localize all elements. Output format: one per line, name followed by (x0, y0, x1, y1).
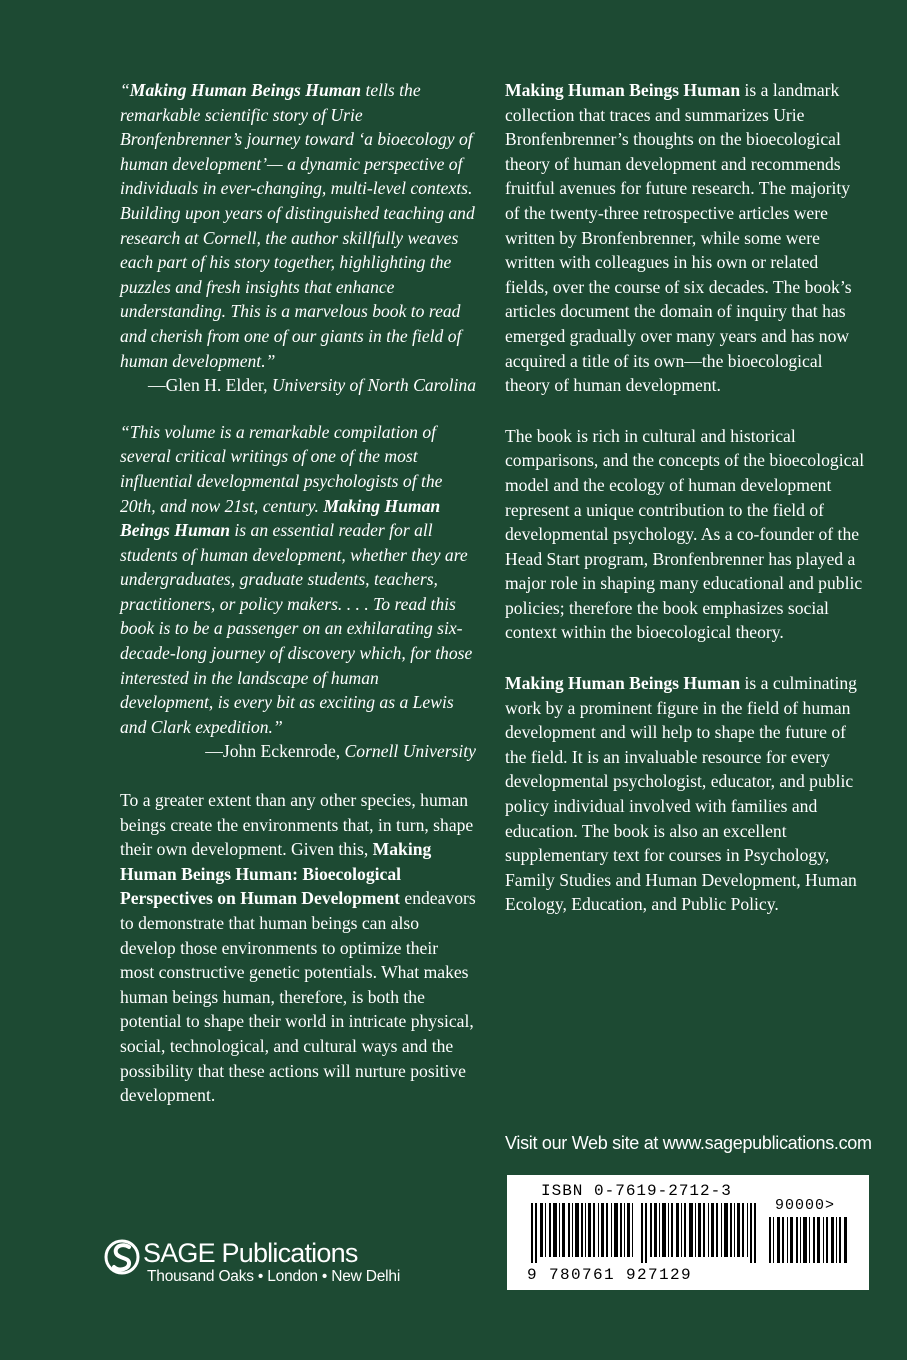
description-text: endeavors to demonstrate that human beings can also develop those environments to optimize their most constructive genetic potentials. What makes human beings human, therefore, is both the potential to shape their world in intricate physical, social, technological, and cultural ways and the possibility that these actions will nurture positive development. (120, 888, 476, 1106)
publisher-cities: Thousand Oaks • London • New Delhi (147, 1268, 401, 1285)
endorsement-eckenrode (120, 420, 476, 764)
endorsement-elder (120, 78, 476, 398)
open-quote: “ (120, 80, 130, 100)
paragraph-text: is a culminating work by a prominent figure in the field of human development and will help to shape the future of the field. It is an invaluable resource for every developmental psychologist, educator, and public policy individual involved with families and education. The book is also an excellent supplementary text for courses in Psychology, Family Studies and Human Development, Human Ecology, Education, and Public Policy. (505, 673, 857, 915)
endorsement-text: tells the remarkable scientific story of Urie Bronfenbrenner’s journey toward ‘a bioecology of human development’— a dynamic perspective of individuals in ever-changing, multi-level contexts. Building upon years of distinguished teaching and research at Cornell, the author skillfully weaves each part of his story together, highlighting the puzzles and fresh insights that enhance understanding. This is a marvelous book to read and cherish from one of our giants in the field of human development.” (120, 80, 475, 371)
isbn-barcode (507, 1175, 869, 1290)
endorser-name: —John Eckenrode, (205, 741, 345, 762)
book-title: Making Human Beings Human (505, 673, 741, 694)
book-title: Making Human Beings Human (505, 80, 741, 100)
addon-barcode-bars (769, 1217, 849, 1263)
sage-s-icon (103, 1236, 143, 1286)
summary-paragraph-1 (505, 78, 865, 398)
book-description (120, 788, 476, 1108)
barcode-digits: 9 780761 927129 (527, 1266, 693, 1284)
paragraph-text: The book is rich in cultural and historical comparisons, and the concepts of the bioecological model and the ecology of human development represent a unique contribution to the field of developmental psychology. As a co-founder of the Head Start program, Bronfenbrenner has played a major role in shaping many educational and public policies; therefore the book emphasizes social context within the bioecological theory. (505, 425, 865, 643)
book-title: Making Human Beings Human (129, 80, 362, 100)
summary-paragraph-3 (505, 671, 865, 917)
endorsement-text: is an essential reader for all students of human development, whether they are undergraduates, graduate students, teachers, practitioners, or policy makers. . . . To read this book is to be a passenger on an exhilarating six-decade-long journey of discovery which, for those interested in the landscape of human development, is every bit as exciting as a Lewis and Clark expedition.” (120, 520, 473, 737)
price-code: 90000> (775, 1197, 836, 1214)
endorsement-attribution (120, 373, 476, 398)
publisher-name: SAGE Publications (143, 1238, 358, 1268)
left-column (120, 78, 476, 1134)
book-full-title: Making Human Beings Human: Bioecological Perspectives on Human Development (120, 839, 432, 909)
endorsement-attribution (120, 739, 476, 764)
summary-paragraph-2 (505, 424, 865, 645)
paragraph-text: is a landmark collection that traces and summarizes Urie Bronfenbrenner’s thoughts on the bioecological theory of human development and recommends fruitful avenues for future research. The majority of the twenty-three retrospective articles were written by Bronfenbrenner, while some were written with colleagues in his own or related fields, over the course of six decades. The book’s articles document the domain of inquiry that has emerged gradually over many years and has now acquired a title of its own—the bioecological theory of human development. (505, 80, 852, 396)
barcode-bars (531, 1203, 761, 1263)
right-column (505, 78, 865, 943)
website-line: Visit our Web site at www.sagepublications.com (505, 1133, 872, 1153)
publisher-logo (103, 1236, 463, 1292)
isbn-label: ISBN 0-7619-2712-3 (541, 1182, 732, 1200)
endorser-name: —Glen H. Elder, (147, 375, 272, 396)
book-title: Making Human Beings Human (120, 495, 441, 541)
description-text: To a greater extent than any other species, human beings create the environments that, in turn, shape their own development. Given this, (120, 790, 474, 860)
endorser-institution: Cornell University (344, 741, 476, 762)
endorser-institution: University of North Carolina (271, 375, 476, 396)
endorsement-text: “This volume is a remarkable compilation of several critical writings of one of the most influential developmental psychologists of the 20th, and now 21st, century. (120, 421, 443, 516)
